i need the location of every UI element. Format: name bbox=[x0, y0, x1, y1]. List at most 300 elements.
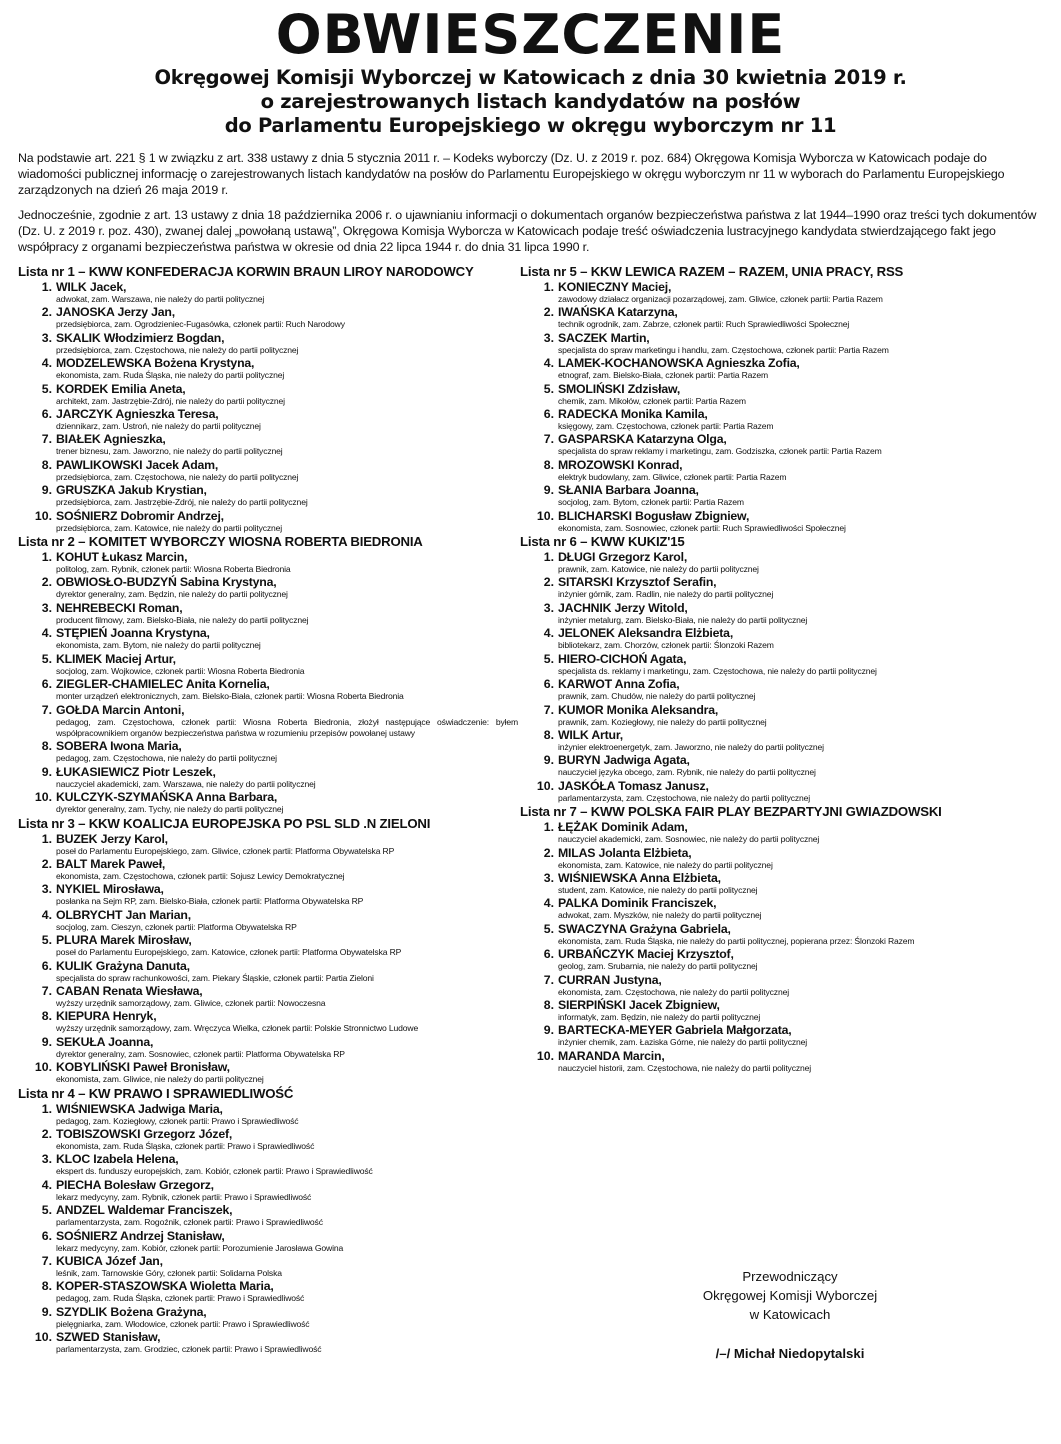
list-header: Lista nr 2 – KOMITET WYBORCZY WIOSNA ROBERTA BIEDRONIA bbox=[18, 534, 423, 550]
candidate-details: ekonomista, zam. Ruda Śląska, nie należy do partii politycznej bbox=[56, 370, 285, 381]
candidate-name: SŁANIA Barbara Joanna, bbox=[558, 483, 699, 498]
candidate-details: zawodowy działacz organizacji pozarządowej, zam. Gliwice, członek partii: Partia Razem bbox=[558, 294, 883, 304]
candidate-number: 4. bbox=[41, 1177, 52, 1192]
candidate-list-1 bbox=[18, 264, 518, 534]
candidate-name: CABAN Renata Wiesława, bbox=[56, 983, 203, 998]
candidate-entry bbox=[520, 728, 1055, 753]
candidate-number: 10. bbox=[34, 508, 52, 523]
candidate-number: 5. bbox=[41, 381, 52, 396]
candidate-name: BURYN Jadwiga Agata, bbox=[558, 753, 690, 768]
candidate-details: socjolog, zam. Bytom, członek partii: Partia Razem bbox=[558, 497, 744, 508]
candidate-details: architekt, zam. Jastrzębie-Zdrój, nie należy do partii politycznej bbox=[56, 395, 285, 406]
candidate-number: 5. bbox=[41, 651, 52, 666]
candidate-entry bbox=[18, 959, 518, 984]
candidate-details: politolog, zam. Rybnik, członek partii: Wiosna Roberta Biedronia bbox=[56, 564, 291, 575]
candidate-entry bbox=[520, 753, 1055, 778]
candidate-details: inżynier elektroenergetyk, zam. Jaworzno, nie należy do partii politycznej bbox=[558, 741, 824, 752]
candidate-entry bbox=[18, 1127, 518, 1152]
candidate-number: 8. bbox=[543, 457, 554, 472]
subtitle bbox=[0, 66, 1061, 138]
candidate-details: elektryk budowlany, zam. Gliwice, członek partii: Partia Razem bbox=[558, 471, 787, 482]
candidate-name: IWAŃSKA Katarzyna, bbox=[558, 305, 678, 320]
candidate-number: 3. bbox=[543, 870, 554, 885]
candidate-entry bbox=[520, 550, 1055, 575]
left-column bbox=[18, 264, 518, 1356]
candidate-name: KULIK Grażyna Danuta, bbox=[56, 958, 190, 973]
candidate-entry bbox=[18, 626, 518, 651]
candidate-details: specjalista do spraw reklamy i marketingu, zam. Godziszka, członek partii: Partia Razem bbox=[558, 446, 882, 457]
candidate-number: 1. bbox=[41, 831, 52, 846]
candidate-details: prawnik, zam. Koziegłowy, nie należy do partii politycznej bbox=[558, 716, 767, 727]
candidate-number: 3. bbox=[41, 600, 52, 615]
candidate-details: etnograf, zam. Bielsko-Biała, członek partii: Partia Razem bbox=[558, 370, 769, 381]
candidate-details: dziennikarz, zam. Ustroń, nie należy do partii politycznej bbox=[56, 421, 261, 432]
candidate-entry bbox=[520, 652, 1055, 677]
candidate-details: specjalista ds. reklamy i marketingu, zam. Częstochowa, nie należy do partii politycznej bbox=[558, 665, 877, 676]
candidate-name: OLBRYCHT Jan Marian, bbox=[56, 907, 191, 922]
candidate-details: pedagog, zam. Ruda Śląska, członek partii: Prawo i Sprawiedliwość bbox=[56, 1293, 305, 1304]
candidate-name: JANOSKA Jerzy Jan, bbox=[56, 305, 175, 320]
candidate-number: 7. bbox=[543, 702, 554, 717]
candidate-number: 8. bbox=[41, 1279, 52, 1294]
candidate-details: specjalista do spraw rachunkowości, zam. Piekary Śląskie, członek partii: Partia Zieloni bbox=[56, 972, 374, 983]
candidate-name: WIŚNIEWSKA Jadwiga Maria, bbox=[56, 1101, 223, 1116]
candidate-number: 10. bbox=[34, 790, 52, 805]
candidate-entry bbox=[520, 677, 1055, 702]
candidate-name: SITARSKI Krzysztof Serafin, bbox=[558, 575, 717, 590]
candidate-details: informatyk, zam. Będzin, nie należy do partii politycznej bbox=[558, 1011, 761, 1022]
candidate-name: PALKA Dominik Franciszek, bbox=[558, 896, 717, 911]
candidate-name: BLICHARSKI Bogusław Zbigniew, bbox=[558, 508, 750, 523]
candidate-entry bbox=[520, 382, 1055, 407]
candidate-details: ekonomista, zam. Ruda Śląska, nie należy do partii politycznej, popierana przez: Ślonzoki Razem bbox=[558, 935, 915, 946]
candidate-details: posłanka na Sejm RP, zam. Bielsko-Biała, członek partii: Platforma Obywatelska RP bbox=[56, 896, 364, 907]
candidate-entry bbox=[520, 1023, 1055, 1048]
candidate-number: 9. bbox=[41, 1034, 52, 1049]
candidate-entry bbox=[18, 908, 518, 933]
candidate-name: KIEPURA Henryk, bbox=[56, 1009, 157, 1024]
candidate-name: BALT Marek Paweł, bbox=[56, 856, 166, 871]
candidate-details: student, zam. Katowice, nie należy do partii politycznej bbox=[558, 884, 758, 895]
candidate-entry bbox=[18, 1060, 518, 1085]
candidate-name: PLURA Marek Mirosław, bbox=[56, 933, 192, 948]
candidate-entry bbox=[18, 509, 518, 534]
candidate-details: parlamentarzysta, zam. Częstochowa, nie należy do partii politycznej bbox=[558, 792, 811, 803]
candidate-number: 7. bbox=[543, 432, 554, 447]
candidate-details: przedsiębiorca, zam. Ogrodzieniec-Fugasówka, członek partii: Ruch Narodowy bbox=[56, 319, 345, 330]
candidate-name: SOŚNIERZ Andrzej Stanisław, bbox=[56, 1228, 225, 1243]
candidate-name: PAWLIKOWSKI Jacek Adam, bbox=[56, 457, 219, 472]
candidate-number: 7. bbox=[41, 1254, 52, 1269]
candidate-entry bbox=[18, 984, 518, 1009]
candidate-entry bbox=[520, 331, 1055, 356]
candidate-name: NEHREBECKI Roman, bbox=[56, 600, 183, 615]
candidate-number: 5. bbox=[543, 921, 554, 936]
subtitle-line-3: do Parlamentu Europejskiego w okręgu wyborczym nr 11 bbox=[224, 114, 837, 137]
candidate-details: pielęgniarka, zam. Włodowice, członek partii: Prawo i Sprawiedliwość bbox=[56, 1318, 310, 1329]
candidate-entry bbox=[18, 550, 518, 575]
candidate-number: 9. bbox=[543, 753, 554, 768]
candidate-number: 10. bbox=[536, 508, 554, 523]
candidate-name: NYKIEL Mirosława, bbox=[56, 882, 164, 897]
candidate-name: HIERO-CICHOŃ Agata, bbox=[558, 651, 687, 666]
candidate-details: ekonomista, zam. Ruda Śląska, członek partii: Prawo i Sprawiedliwość bbox=[56, 1141, 315, 1151]
candidate-entry bbox=[18, 280, 518, 305]
candidate-entry bbox=[520, 458, 1055, 483]
candidate-name: JELONEK Aleksandra Elżbieta, bbox=[558, 626, 734, 641]
candidate-details: ekspert ds. funduszy europejskich, zam. Kobiór, członek partii: Prawo i Sprawiedliwość bbox=[56, 1166, 373, 1177]
candidate-name: JASKÓŁA Tomasz Janusz, bbox=[558, 778, 709, 793]
candidate-list-3 bbox=[18, 816, 518, 1086]
candidate-name: URBAŃCZYK Maciej Krzysztof, bbox=[558, 947, 734, 962]
candidate-entry bbox=[18, 458, 518, 483]
candidate-details: prawnik, zam. Katowice, nie należy do partii politycznej bbox=[558, 564, 759, 575]
candidate-name: WIŚNIEWSKA Anna Elżbieta, bbox=[558, 870, 721, 885]
candidate-name: ANDZEL Waldemar Franciszek, bbox=[56, 1203, 233, 1218]
candidate-entry bbox=[18, 1178, 518, 1203]
candidate-name: MROZOWSKI Konrad, bbox=[558, 457, 683, 472]
candidate-details: specjalista do spraw marketingu i handlu, zam. Częstochowa, członek partii: Partia Razem bbox=[558, 344, 889, 355]
candidate-entry bbox=[18, 1009, 518, 1034]
candidate-name: LAMEK-KOCHANOWSKA Agnieszka Zofia, bbox=[558, 356, 800, 371]
subtitle-line-1: Okręgowej Komisji Wyborczej w Katowicach z dnia 30 kwietnia 2019 r. bbox=[154, 66, 907, 89]
candidate-name: GRUSZKA Jakub Krystian, bbox=[56, 483, 207, 498]
candidate-list-7 bbox=[520, 804, 1055, 1074]
candidate-entry bbox=[520, 483, 1055, 508]
candidate-details: ekonomista, zam. Gliwice, nie należy do partii politycznej bbox=[56, 1074, 264, 1085]
candidate-number: 9. bbox=[41, 1304, 52, 1319]
candidate-name: SOBERA Iwona Maria, bbox=[56, 739, 182, 754]
candidate-details: nauczyciel akademicki, zam. Warszawa, nie należy do partii politycznej bbox=[56, 778, 316, 789]
candidate-number: 10. bbox=[34, 1060, 52, 1075]
candidate-entry bbox=[520, 922, 1055, 947]
candidate-details: dyrektor generalny, zam. Będzin, nie należy do partii politycznej bbox=[56, 589, 288, 600]
candidate-name: WILK Artur, bbox=[558, 727, 623, 742]
candidate-details: nauczyciel historii, zam. Częstochowa, nie należy do partii politycznej bbox=[558, 1062, 812, 1073]
list-header: Lista nr 1 – KWW KONFEDERACJA KORWIN BRAUN LIROY NARODOWCY bbox=[18, 264, 474, 279]
candidate-name: STĘPIEŃ Joanna Krystyna, bbox=[56, 626, 210, 641]
candidate-entry bbox=[520, 626, 1055, 651]
candidate-entry bbox=[520, 871, 1055, 896]
list-header: Lista nr 7 – KWW POLSKA FAIR PLAY BEZPARTYJNI GWIAZDOWSKI bbox=[520, 804, 942, 820]
candidate-name: KOHUT Łukasz Marcin, bbox=[56, 550, 188, 565]
candidate-number: 2. bbox=[543, 575, 554, 590]
candidate-details: nauczyciel języka obcego, zam. Rybnik, nie należy do partii politycznej bbox=[558, 767, 816, 778]
candidate-entry bbox=[520, 305, 1055, 330]
candidate-name: SIERPIŃSKI Jacek Zbigniew, bbox=[558, 997, 720, 1012]
candidate-details: ekonomista, zam. Częstochowa, nie należy do partii politycznej bbox=[558, 986, 789, 997]
candidate-number: 10. bbox=[536, 778, 554, 793]
candidate-number: 4. bbox=[543, 356, 554, 371]
candidate-number: 1. bbox=[41, 1101, 52, 1116]
candidate-entry bbox=[18, 1203, 518, 1228]
candidate-number: 7. bbox=[41, 983, 52, 998]
candidate-number: 2. bbox=[543, 305, 554, 320]
candidate-number: 1. bbox=[543, 820, 554, 835]
signature-name: /–/ Michał Niedopytalski bbox=[715, 1346, 865, 1361]
candidate-entry bbox=[18, 1330, 518, 1355]
candidate-list-6 bbox=[520, 534, 1055, 804]
candidate-number: 4. bbox=[41, 626, 52, 641]
candidate-entry bbox=[520, 998, 1055, 1023]
candidate-name: SACZEK Martin, bbox=[558, 330, 650, 345]
signature-committee: Okręgowej Komisji Wyborczej bbox=[702, 1288, 878, 1303]
candidate-name: KOPER-STASZOWSKA Wioletta Maria, bbox=[56, 1279, 274, 1294]
candidate-number: 3. bbox=[543, 330, 554, 345]
candidate-entry bbox=[18, 575, 518, 600]
candidate-name: SZYDLIK Bożena Grażyna, bbox=[56, 1304, 207, 1319]
candidate-entry bbox=[18, 1305, 518, 1330]
candidate-entry bbox=[520, 973, 1055, 998]
candidate-name: ZIEGLER-CHAMIELEC Anita Kornelia, bbox=[56, 677, 270, 692]
candidate-details: poseł do Parlamentu Europejskiego, zam. Katowice, członek partii: Platforma Obywatelska RP bbox=[56, 947, 402, 958]
candidate-details: parlamentarzysta, zam. Rogoźnik, członek partii: Prawo i Sprawiedliwość bbox=[56, 1217, 323, 1228]
candidate-entry bbox=[18, 933, 518, 958]
candidate-number: 9. bbox=[543, 1023, 554, 1038]
candidate-entry bbox=[520, 779, 1055, 804]
candidate-number: 4. bbox=[41, 356, 52, 371]
candidate-number: 7. bbox=[41, 702, 52, 717]
candidate-name: CURRAN Justyna, bbox=[558, 972, 662, 987]
candidate-number: 9. bbox=[41, 764, 52, 779]
candidate-details: geolog, zam. Srubarnia, nie należy do partii politycznej bbox=[558, 961, 758, 972]
candidate-number: 5. bbox=[41, 933, 52, 948]
candidate-details: dyrektor generalny, zam. Tychy, nie należy do partii politycznej bbox=[56, 804, 284, 815]
candidate-number: 3. bbox=[41, 330, 52, 345]
candidate-number: 2. bbox=[543, 845, 554, 860]
candidate-entry bbox=[520, 407, 1055, 432]
candidate-number: 9. bbox=[543, 483, 554, 498]
candidate-name: BUZEK Jerzy Karol, bbox=[56, 831, 168, 846]
candidate-name: MILAS Jolanta Elżbieta, bbox=[558, 845, 692, 860]
candidate-entry bbox=[18, 331, 518, 356]
candidate-entry bbox=[520, 356, 1055, 381]
candidate-entry bbox=[18, 652, 518, 677]
candidate-name: TOBISZOWSKI Grzegorz Józef, bbox=[56, 1127, 233, 1141]
candidate-name: WILK Jacek, bbox=[56, 280, 127, 294]
candidate-name: SZWED Stanisław, bbox=[56, 1330, 161, 1345]
candidate-entry bbox=[18, 483, 518, 508]
candidate-details: chemik, zam. Mikołów, członek partii: Partia Razem bbox=[558, 395, 746, 406]
candidate-entry bbox=[520, 575, 1055, 600]
candidate-name: KARWOT Anna Zofia, bbox=[558, 677, 680, 692]
candidate-entry bbox=[18, 703, 518, 740]
candidate-number: 10. bbox=[536, 1048, 554, 1063]
candidate-name: KLIMEK Maciej Artur, bbox=[56, 651, 176, 666]
candidate-entry bbox=[520, 703, 1055, 728]
legal-basis-paragraph: Na podstawie art. 221 § 1 w związku z art. 338 ustawy z dnia 5 stycznia 2011 r. – Kodeks wyborczy (Dz. U. z 2019 r. poz. 684) Okręgowa Komisja Wyborcza w Katowicach podaje do wiadomości publicznej informację o zarejestrowanych listach kandydatów na posłów do Parlamentu Europejskiego w okręgu wyborczym nr 11 w wyborach do Parlamentu Europejskiego zarządzonych na dzień 26 maja 2019 r. bbox=[18, 151, 1005, 197]
candidate-number: 8. bbox=[543, 997, 554, 1012]
candidate-number: 6. bbox=[543, 407, 554, 422]
signature-block bbox=[620, 1267, 960, 1363]
candidate-details: przedsiębiorca, zam. Częstochowa, nie należy do partii politycznej bbox=[56, 344, 299, 355]
candidate-entry bbox=[520, 601, 1055, 626]
candidate-name: MODZELEWSKA Bożena Krystyna, bbox=[56, 356, 255, 371]
candidate-entry bbox=[18, 1152, 518, 1177]
candidate-entry bbox=[520, 280, 1055, 305]
candidate-details: inżynier górnik, zam. Radlin, nie należy do partii politycznej bbox=[558, 589, 774, 600]
candidate-number: 3. bbox=[543, 600, 554, 615]
candidate-details: ekonomista, zam. Bytom, nie należy do partii politycznej bbox=[56, 640, 261, 651]
candidate-entry bbox=[520, 1049, 1055, 1074]
candidate-entry bbox=[18, 432, 518, 457]
candidate-name: JARCZYK Agnieszka Teresa, bbox=[56, 407, 219, 422]
candidate-number: 9. bbox=[41, 483, 52, 498]
candidate-list-4 bbox=[18, 1086, 518, 1356]
candidate-details: lekarz medycyny, zam. Kobiór, członek partii: Porozumienie Jarosława Gowina bbox=[56, 1242, 344, 1253]
candidate-number: 4. bbox=[543, 896, 554, 911]
candidate-details: poseł do Parlamentu Europejskiego, zam. Gliwice, członek partii: Platforma Obywatelska RP bbox=[56, 845, 395, 856]
candidate-name: SWACZYNA Grażyna Gabriela, bbox=[558, 921, 731, 936]
candidate-number: 4. bbox=[543, 626, 554, 641]
candidate-number: 5. bbox=[543, 381, 554, 396]
candidate-details: ekonomista, zam. Katowice, nie należy do partii politycznej bbox=[558, 859, 773, 870]
candidate-entry bbox=[18, 677, 518, 702]
candidate-entry bbox=[520, 509, 1055, 534]
candidate-details: przedsiębiorca, zam. Jastrzębie-Zdrój, nie należy do partii politycznej bbox=[56, 497, 308, 508]
candidate-details: ekonomista, zam. Częstochowa, członek partii: Sojusz Lewicy Demokratycznej bbox=[56, 870, 345, 881]
candidate-details: lekarz medycyny, zam. Rybnik, członek partii: Prawo i Sprawiedliwość bbox=[56, 1191, 312, 1202]
candidate-entry bbox=[18, 1035, 518, 1060]
candidate-number: 3. bbox=[41, 882, 52, 897]
list-header: Lista nr 4 – KW PRAWO I SPRAWIEDLIWOŚĆ bbox=[18, 1085, 294, 1101]
candidate-number: 8. bbox=[41, 739, 52, 754]
candidate-number: 6. bbox=[41, 407, 52, 422]
candidate-name: BIAŁEK Agnieszka, bbox=[56, 432, 166, 447]
candidate-entry bbox=[520, 896, 1055, 921]
candidate-number: 6. bbox=[41, 958, 52, 973]
candidate-details: pedagog, zam. Koziegłowy, członek partii: Prawo i Sprawiedliwość bbox=[56, 1115, 299, 1126]
candidate-name: GOŁDA Marcin Antoni, bbox=[56, 702, 185, 717]
candidate-entry bbox=[520, 947, 1055, 972]
candidate-entry bbox=[18, 1254, 518, 1279]
candidate-number: 6. bbox=[543, 677, 554, 692]
candidate-number: 2. bbox=[41, 1127, 52, 1141]
candidate-details: bibliotekarz, zam. Chorzów, członek partii: Ślonzoki Razem bbox=[558, 640, 774, 651]
candidate-entry bbox=[18, 790, 518, 815]
candidate-number: 3. bbox=[41, 1152, 52, 1167]
candidate-number: 4. bbox=[41, 907, 52, 922]
candidate-details: producent filmowy, zam. Bielsko-Biała, nie należy do partii politycznej bbox=[56, 614, 309, 625]
candidate-entry bbox=[18, 765, 518, 790]
candidate-name: BARTECKA-MEYER Gabriela Małgorzata, bbox=[558, 1023, 792, 1038]
candidate-details: prawnik, zam. Chudów, nie należy do partii politycznej bbox=[558, 691, 756, 702]
candidate-name: JACHNIK Jerzy Witold, bbox=[558, 600, 688, 615]
candidate-entry bbox=[18, 1279, 518, 1304]
page-title: OBWIESZCZENIE bbox=[275, 3, 786, 66]
candidate-number: 8. bbox=[41, 457, 52, 472]
candidate-name: MARANDA Marcin, bbox=[558, 1048, 665, 1063]
candidate-number: 6. bbox=[41, 1228, 52, 1243]
candidate-details: przedsiębiorca, zam. Katowice, nie należy do partii politycznej bbox=[56, 522, 283, 533]
candidate-number: 6. bbox=[543, 947, 554, 962]
candidate-number: 2. bbox=[41, 575, 52, 590]
candidate-name: RADECKA Monika Kamila, bbox=[558, 407, 708, 422]
candidate-name: GASPARSKA Katarzyna Olga, bbox=[558, 432, 727, 447]
candidate-number: 1. bbox=[41, 280, 52, 294]
candidate-details: przedsiębiorca, zam. Częstochowa, nie należy do partii politycznej bbox=[56, 471, 299, 482]
candidate-name: PIECHA Bolesław Grzegorz, bbox=[56, 1177, 214, 1192]
candidate-name: SMOLIŃSKI Zdzisław, bbox=[558, 381, 681, 396]
candidate-entry bbox=[18, 382, 518, 407]
candidate-details: nauczyciel akademicki, zam. Sosnowiec, nie należy do partii politycznej bbox=[558, 834, 820, 845]
candidate-details: inżynier metalurg, zam. Bielsko-Biała, nie należy do partii politycznej bbox=[558, 614, 808, 625]
candidate-list-2 bbox=[18, 534, 518, 815]
candidate-entry bbox=[520, 846, 1055, 871]
candidate-details: leśnik, zam. Tarnowskie Góry, członek partii: Solidarna Polska bbox=[56, 1268, 282, 1279]
candidate-entry bbox=[18, 601, 518, 626]
candidate-name: KLOC Izabela Helena, bbox=[56, 1152, 179, 1167]
candidate-details: adwokat, zam. Warszawa, nie należy do partii politycznej bbox=[56, 294, 265, 304]
candidate-details: księgowy, zam. Częstochowa, członek partii: Partia Razem bbox=[558, 421, 774, 432]
candidate-name: ŁĘŻAK Dominik Adam, bbox=[558, 820, 688, 835]
candidate-number: 1. bbox=[543, 280, 554, 294]
candidate-entry bbox=[520, 820, 1055, 845]
candidate-name: KORDEK Emilia Aneta, bbox=[56, 381, 186, 396]
candidate-name: OBWIOSŁO-BUDZYŃ Sabina Krystyna, bbox=[56, 575, 277, 590]
candidate-details: parlamentarzysta, zam. Grodziec, członek partii: Prawo i Sprawiedliwość bbox=[56, 1344, 322, 1355]
candidate-name: KULCZYK-SZYMAŃSKA Anna Barbara, bbox=[56, 790, 278, 805]
candidate-list-5 bbox=[520, 264, 1055, 534]
candidate-entry bbox=[18, 882, 518, 907]
list-header: Lista nr 6 – KWW KUKIZ'15 bbox=[520, 534, 685, 550]
candidate-number: 2. bbox=[41, 305, 52, 320]
candidate-details: dyrektor generalny, zam. Sosnowiec, członek partii: Platforma Obywatelska RP bbox=[56, 1048, 345, 1059]
candidate-details: adwokat, zam. Myszków, nie należy do partii politycznej bbox=[558, 910, 762, 921]
right-column bbox=[520, 264, 1055, 1074]
candidate-entry bbox=[18, 739, 518, 764]
candidate-name: KUMOR Monika Aleksandra, bbox=[558, 702, 719, 717]
signature-city: w Katowicach bbox=[749, 1307, 831, 1322]
candidate-name: SKALIK Włodzimierz Bogdan, bbox=[56, 330, 225, 345]
signature-role: Przewodniczący bbox=[742, 1269, 838, 1284]
candidate-entry bbox=[18, 356, 518, 381]
candidate-details: pedagog, zam. Częstochowa, nie należy do partii politycznej bbox=[56, 753, 277, 764]
candidate-name: KUBICA Józef Jan, bbox=[56, 1254, 163, 1269]
candidate-number: 7. bbox=[543, 972, 554, 987]
candidate-entry bbox=[18, 407, 518, 432]
candidate-entry bbox=[18, 1229, 518, 1254]
candidate-name: SEKUŁA Joanna, bbox=[56, 1034, 154, 1049]
candidate-number: 8. bbox=[543, 727, 554, 742]
candidate-entry bbox=[18, 857, 518, 882]
candidate-details: monter urządzeń elektronicznych, zam. Bielsko-Biała, członek partii: Wiosna Roberta Biedronia bbox=[56, 691, 404, 702]
candidate-name: SOŚNIERZ Dobromir Andrzej, bbox=[56, 508, 224, 523]
candidate-details: socjolog, zam. Wojkowice, członek partii: Wiosna Roberta Biedronia bbox=[56, 665, 305, 676]
candidate-name: KOBYLIŃSKI Paweł Bronisław, bbox=[56, 1060, 230, 1075]
candidate-entry bbox=[18, 832, 518, 857]
candidate-name: ŁUKASIEWICZ Piotr Leszek, bbox=[56, 764, 216, 779]
candidate-number: 1. bbox=[543, 550, 554, 565]
candidate-name: KONIECZNY Maciej, bbox=[558, 280, 672, 294]
candidate-number: 2. bbox=[41, 856, 52, 871]
candidate-number: 1. bbox=[41, 550, 52, 565]
candidate-number: 10. bbox=[34, 1330, 52, 1345]
candidate-number: 7. bbox=[41, 432, 52, 447]
list-header: Lista nr 3 – KKW KOALICJA EUROPEJSKA PO PSL SLD .N ZIELONI bbox=[18, 815, 431, 831]
candidate-number: 5. bbox=[543, 651, 554, 666]
candidate-details: pedagog, zam. Częstochowa, członek partii: Wiosna Roberta Biedronia, złożył następujące oświadczenie: byłem współpracownikiem organów bezpieczeństwa państwa w rozumieniu przepisów powołanej ustawy bbox=[56, 716, 518, 738]
candidate-entry bbox=[18, 1102, 518, 1127]
candidate-details: socjolog, zam. Cieszyn, członek partii: Platforma Obywatelska RP bbox=[56, 921, 297, 932]
list-header: Lista nr 5 – KKW LEWICA RAZEM – RAZEM, UNIA PRACY, RSS bbox=[520, 264, 904, 279]
candidate-number: 5. bbox=[41, 1203, 52, 1218]
candidate-name: DŁUGI Grzegorz Karol, bbox=[558, 550, 688, 565]
candidate-details: inżynier chemik, zam. Łaziska Górne, nie należy do partii politycznej bbox=[558, 1037, 808, 1048]
candidate-details: technik ogrodnik, zam. Zabrze, członek partii: Ruch Sprawiedliwości Społecznej bbox=[558, 319, 850, 330]
candidate-entry bbox=[520, 432, 1055, 457]
lustration-paragraph: Jednocześnie, zgodnie z art. 13 ustawy z dnia 18 października 2006 r. o ujawnianiu informacji o dokumentach organów bezpieczeństwa państwa z lat 1944–1990 oraz treści tych dokumentów (Dz. U. z 2019 r. poz. 430), zwanej dalej „powołaną ustawą”, Okręgowa Komisja Wyborcza w Katowicach podaje treść oświadczenia lustracyjnego kandydata stwierdzającego fakt jego współpracy z organami bezpieczeństwa państwa w okresie od dnia 22 lipca 1944 r. do dnia 31 lipca 1990 r. bbox=[18, 208, 1037, 254]
